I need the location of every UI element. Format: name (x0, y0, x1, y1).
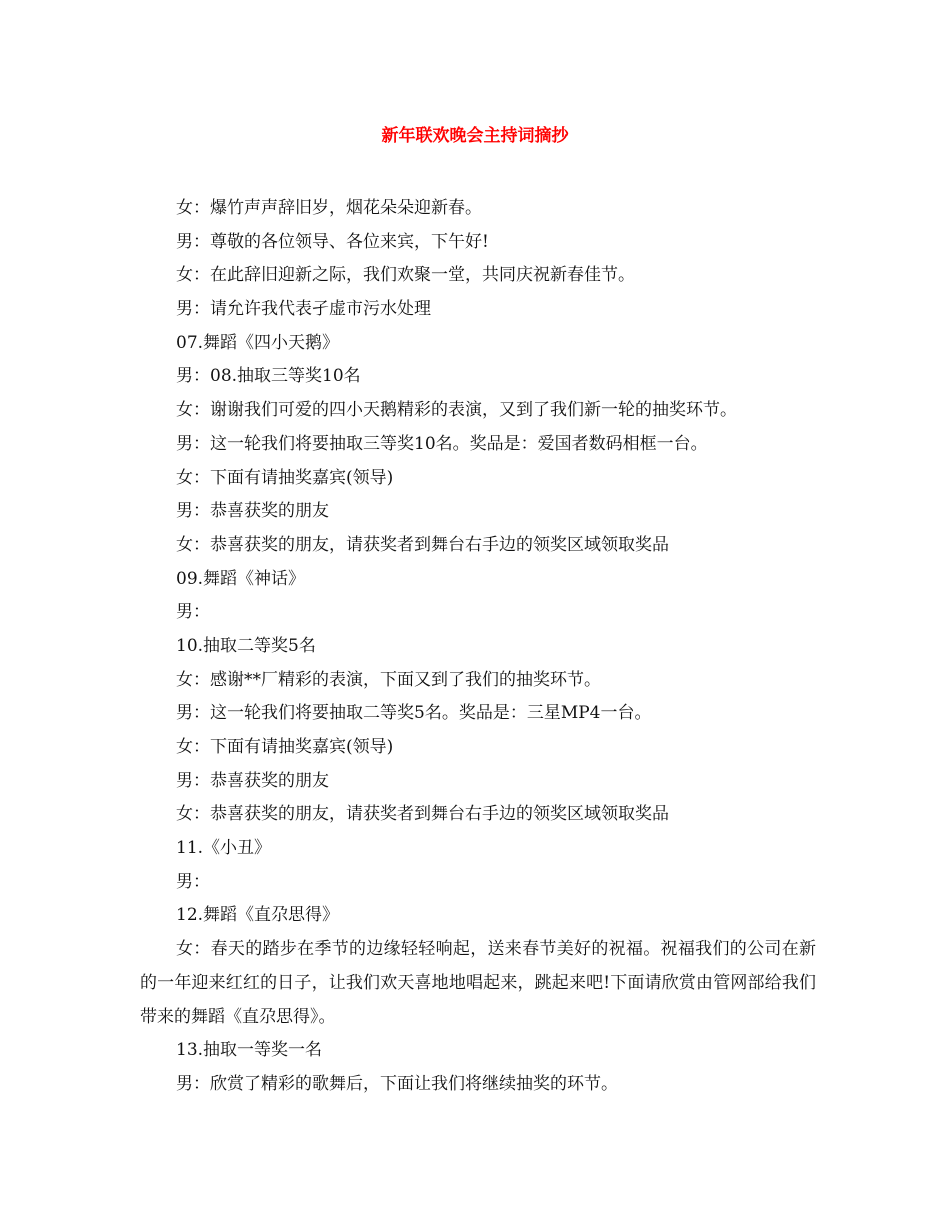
program-item: 09.舞蹈《神话》 (176, 568, 306, 589)
script-line: 女：谢谢我们可爱的四小天鹅精彩的表演，又到了我们新一轮的抽奖环节。 (176, 400, 737, 421)
program-item: 07.舞蹈《四小天鹅》 (176, 332, 340, 353)
script-line: 女：感谢**厂精彩的表演，下面又到了我们的抽奖环节。 (176, 669, 601, 690)
document-body (140, 192, 816, 1102)
script-line: 男：请允许我代表孑虚市污水处理 (176, 299, 431, 320)
script-line: 男：欣赏了精彩的歌舞后，下面让我们将继续抽奖的环节。 (176, 1073, 618, 1094)
script-line: 女：恭喜获奖的朋友，请获奖者到舞台右手边的领奖区域领取奖品 (176, 804, 669, 825)
script-line: 男：这一轮我们将要抽取二等奖5名。奖品是：三星MP4一台。 (176, 703, 652, 724)
program-item: 13.抽取一等奖一名 (176, 1040, 323, 1061)
script-paragraph: 女：春天的踏步在季节的边缘轻轻响起，送来春节美好的祝福。祝福我们的公司在新的一年迎来红红的日子，让我们欢天喜地地唱起来，跳起来吧!下面请欣赏由管网部给我们带来的舞蹈《直尕思得》。 (140, 939, 816, 1027)
script-line: 女：下面有请抽奖嘉宾(领导) (176, 737, 394, 757)
script-line: 男：这一轮我们将要抽取三等奖10名。奖品是：爱国者数码相框一台。 (176, 433, 708, 454)
program-item: 12.舞蹈《直尕思得》 (176, 905, 340, 926)
script-line: 男： (176, 871, 210, 892)
script-line: 女：下面有请抽奖嘉宾(领导) (176, 467, 394, 488)
script-line: 男： (176, 602, 210, 623)
script-line: 女：恭喜获奖的朋友，请获奖者到舞台右手边的领奖区域领取奖品 (176, 534, 669, 555)
script-line: 女：在此辞旧迎新之际，我们欢聚一堂，共同庆祝新春佳节。 (176, 265, 635, 286)
program-item: 10.抽取二等奖5名 (176, 635, 316, 656)
script-line: 男：尊敬的各位领导、各位来宾，下午好! (176, 231, 489, 252)
script-line: 男：08.抽取三等奖10名 (176, 366, 361, 387)
script-line: 男：恭喜获奖的朋友 (176, 770, 329, 791)
document-title: 新年联欢晚会主持词摘抄 (381, 126, 569, 146)
script-line: 男：恭喜获奖的朋友 (176, 501, 329, 522)
script-line: 女：爆竹声声辞旧岁，烟花朵朵迎新春。 (176, 198, 482, 218)
program-item: 11.《小丑》 (176, 838, 272, 859)
